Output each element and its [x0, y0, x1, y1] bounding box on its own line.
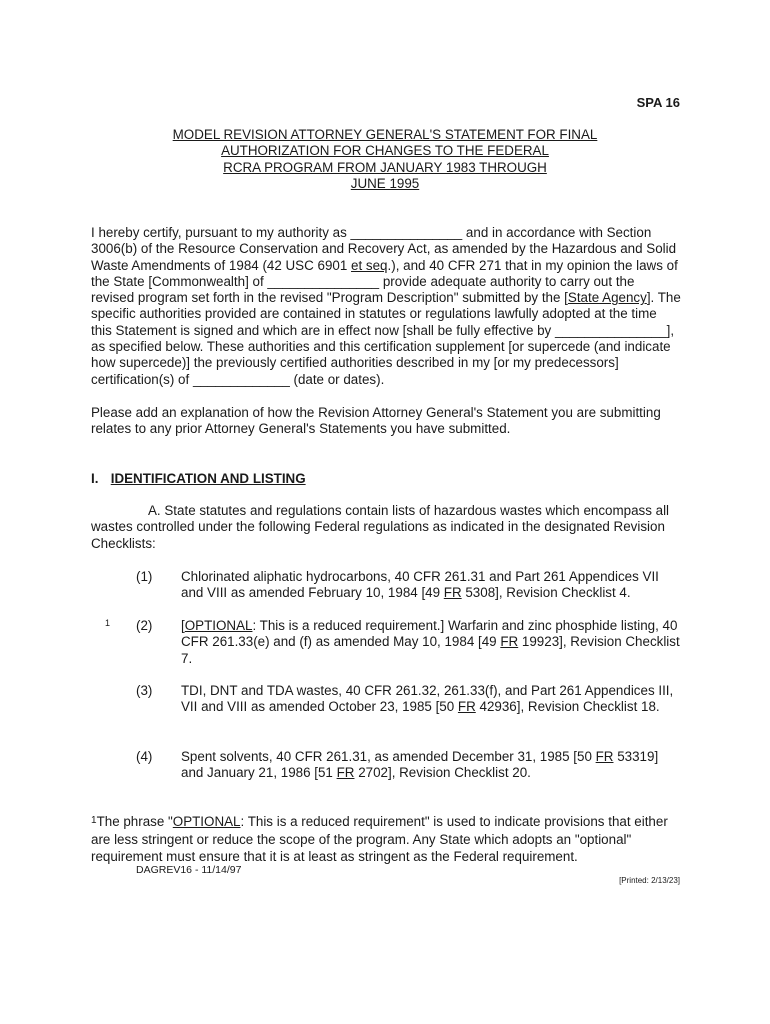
- section-intro: A. State statutes and regulations contain lists of hazardous wastes which encompass all wastes controlled under the following Federal regulations as indicated in the designated Revision Checklists:: [91, 503, 670, 551]
- printed-date: [Printed: 2/13/23]: [619, 876, 680, 885]
- optional-label: OPTIONAL: [172, 814, 241, 829]
- footnote-number: 1: [91, 815, 97, 826]
- item-text: [OPTIONAL: This is a reduced requirement.] Warfarin and zinc phosphide listing, 40 CFR 261.33(e) and (f) as amended May 10, 1984 [49 FR 19923], Revision Checklist 7.: [181, 618, 680, 666]
- fr-citation: FR: [336, 765, 355, 781]
- document-id: DAGREV16 - 11/14/97: [136, 864, 242, 876]
- item-label: (1): [136, 569, 153, 584]
- certification-text: ]. The specific authorities provided are contained in statutes or regulations lawfully adopted at the time this Statement is signed and which are in effect now [shall be fully effective by _______________], as specified below. These authorities and this certification supplement [or supercede (and indicate how supercede)] the previously certified authorities described in my [or my predecessors] certification(s) of _____________ (date or dates).: [91, 290, 681, 387]
- title-line: AUTHORIZATION FOR CHANGES TO THE FEDERAL: [221, 143, 549, 159]
- section-heading: [91, 471, 306, 486]
- certification-text: I hereby certify, pursuant to my authority as _______________ and in accordance with Section 3006(b) of the Resource Conservation and Recovery Act, as amended by the Hazardous and Solid Waste Amendments of 1984 (42 USC 6901: [91, 225, 677, 273]
- title-line: MODEL REVISION ATTORNEY GENERAL'S STATEMENT FOR FINAL: [172, 127, 598, 142]
- item-label: (2): [136, 618, 153, 633]
- explanation-paragraph: Please add an explanation of how the Revision Attorney General's Statement you are submitting relates to any prior Attorney General's Statements you have submitted.: [91, 405, 661, 437]
- fr-citation: FR: [500, 634, 519, 650]
- item-text: Chlorinated aliphatic hydrocarbons, 40 CFR 261.31 and Part 261 Appendices VII and VIII as amended February 10, 1984 [49 FR 5308], Revision Checklist 4.: [181, 569, 659, 601]
- fr-citation: FR: [457, 699, 476, 715]
- title-line: JUNE 1995: [350, 175, 420, 191]
- optional-label: OPTIONAL: [184, 618, 253, 633]
- state-agency: State Agency: [567, 290, 647, 306]
- footnote: $^1$The phrase "OPTIONAL: This is a reduced requirement" is used to indicate provisions that either are less stringent or reduce the scope of the program. Any State which adopts an "optional" requirement must ensure that it is at least as stringent as the Federal requirement.: [91, 814, 668, 864]
- item-label: (3): [136, 683, 153, 698]
- page-code: SPA 16: [636, 95, 680, 110]
- footnote-reference: 1: [105, 618, 111, 628]
- item-label: (4): [136, 749, 153, 764]
- title-line: RCRA PROGRAM FROM JANUARY 1983 THROUGH: [223, 159, 547, 175]
- item-text: Spent solvents, 40 CFR 261.31, as amended December 31, 1985 [50 FR 53319] and January 21, 1986 [51 FR 2702], Revision Checklist 20.: [181, 749, 659, 781]
- item-text: TDI, DNT and TDA wastes, 40 CFR 261.32, 261.33(f), and Part 261 Appendices III, VII and VIII as amended October 23, 1985 [50 FR 42936], Revision Checklist 18.: [181, 683, 674, 715]
- et-seq: et seq: [351, 257, 388, 273]
- section-title: IDENTIFICATION AND LISTING: [110, 471, 306, 486]
- document-title: [140, 127, 630, 192]
- fr-citation: FR: [595, 749, 614, 764]
- fr-citation: FR: [443, 585, 462, 601]
- certification-paragraph: [91, 225, 681, 388]
- certification-text: .), and 40 CFR 271 that in my opinion the laws of the State [Commonwealth] of _______________ provide adequate authority to carry out the revised program set forth in the revised "Program Description" submitted by the [: [91, 257, 678, 306]
- section-number: I.: [91, 471, 99, 486]
